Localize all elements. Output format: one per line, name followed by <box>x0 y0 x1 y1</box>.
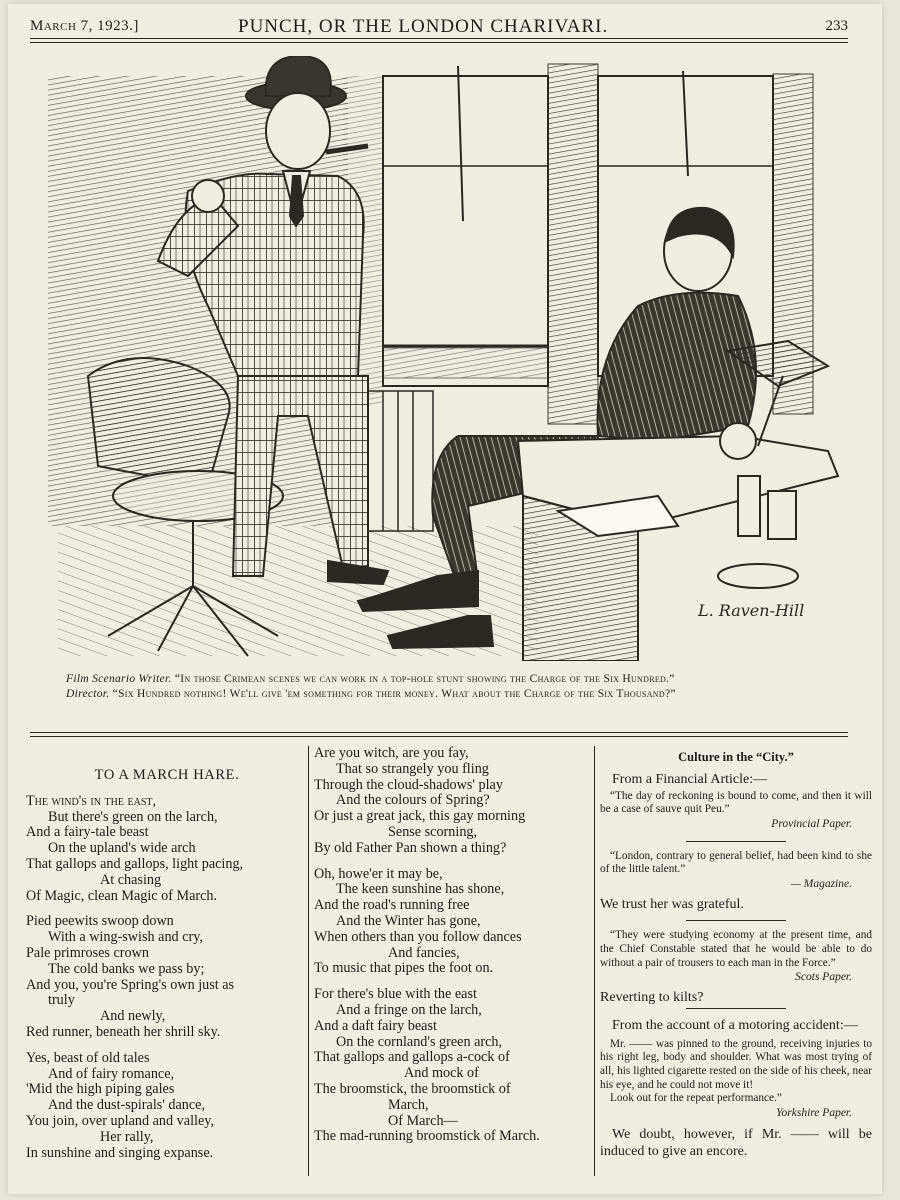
section-rule <box>30 732 848 733</box>
poem-line: Her rally, <box>100 1128 154 1145</box>
poem-line: But there's green on the larch, <box>48 808 218 825</box>
poem-line: And a fringe on the larch, <box>336 1001 482 1018</box>
poem-line: And the road's running free <box>314 897 470 914</box>
poem-line: That gallops and gallops, light pacing, <box>26 855 244 872</box>
stanza-1 <box>26 794 308 905</box>
remark-2: We trust her was grateful. <box>600 896 744 912</box>
poem-line: The wind's in the east, <box>26 792 157 809</box>
culture-title: Culture in the “City.” <box>678 750 794 764</box>
poem-line: On the cornland's green arch, <box>336 1033 503 1050</box>
caption-speaker-2: Director. <box>66 688 110 700</box>
poem-line: Yes, beast of old tales <box>26 1049 150 1066</box>
artist-signature: L. Raven-Hill <box>698 601 805 620</box>
poem-line: Of Magic, clean Magic of March. <box>26 887 218 904</box>
caption-line-2 <box>56 687 846 702</box>
poem-line: Sense scorning, <box>388 823 478 840</box>
culture-column <box>600 746 872 1164</box>
poem-line: And newly, <box>100 1008 166 1025</box>
poem-line: The mad-running broomstick of March. <box>314 1128 540 1145</box>
poem-line: The cold banks we pass by; <box>48 960 205 977</box>
culture-intro: From a Financial Article:— <box>612 771 768 787</box>
poem-line: In sunshine and singing expanse. <box>26 1144 214 1161</box>
poem-line: And fancies, <box>388 944 460 961</box>
poem-line: Are you witch, are you fay, <box>314 745 469 761</box>
poem-line: On the upland's wide arch <box>48 840 196 857</box>
remark-4: We doubt, however, if Mr. —— will be induced to give an encore. <box>600 1126 872 1159</box>
quote-3: “They were studying economy at the present time, and the Chief Constable stated that he would be able to do without a pair of trousers to each man in the Force.” <box>600 929 872 969</box>
stanza-3 <box>26 1051 308 1162</box>
source-4: Yorkshire Paper. <box>776 1106 852 1119</box>
section-rule-thin <box>30 736 848 737</box>
poem-line: You join, over upland and valley, <box>26 1112 214 1129</box>
item-divider <box>686 1008 786 1009</box>
poem-line: At chasing <box>100 871 162 888</box>
caption-text-1: “In those Crimean scenes we can work in a top-hole stunt showing the Charge of the Six Hundred.” <box>174 673 675 685</box>
poem-column-2 <box>314 746 594 1155</box>
stanza-2 <box>26 914 308 1040</box>
quote-2: “London, contrary to general belief, had been kind to she of the little talent.” <box>600 849 872 876</box>
poem-line: The keen sunshine has shone, <box>336 881 505 898</box>
poem-line: truly <box>48 992 75 1009</box>
stanza-4 <box>314 746 594 857</box>
magazine-title: PUNCH, OR THE LONDON CHARIVARI. <box>238 16 609 37</box>
quote-4b: Look out for the repeat performance.” <box>610 1092 782 1105</box>
magazine-page <box>8 4 882 1194</box>
poem-line: March, <box>388 1096 429 1113</box>
poem-line: Pale primroses crown <box>26 944 149 961</box>
poem-line: That so strangely you fling <box>336 760 489 777</box>
header-rule <box>30 38 848 39</box>
poem-line: Red runner, beneath her shrill sky. <box>26 1023 221 1040</box>
poem-line: And you, you're Spring's own just as <box>26 976 235 993</box>
poem-line: With a wing-swish and cry, <box>48 929 203 946</box>
cartoon-caption <box>56 672 846 702</box>
poem-line: And the colours of Spring? <box>336 792 490 809</box>
quote-4: Mr. —— was pinned to the ground, receiving injuries to his right leg, body and shoulder. What was most trying of all, his lighted cigarette rested on the side of his cheek, near his eye, and he could not move it! <box>600 1037 872 1091</box>
poem-line: Or just a great jack, this gay morning <box>314 808 526 825</box>
desk <box>518 436 838 661</box>
source-2: — Magazine. <box>790 877 852 890</box>
cartoon-illustration <box>38 56 850 661</box>
remark-3: Reverting to kilts? <box>600 989 704 1005</box>
intro-4: From the account of a motoring accident:— <box>612 1017 858 1033</box>
stanza-6 <box>314 987 594 1145</box>
issue-date: March 7, 1923.] <box>30 18 139 34</box>
caption-line-1 <box>56 672 846 687</box>
poem-line: And the dust-spirals' dance, <box>48 1097 206 1114</box>
poem-line: Of March— <box>388 1112 458 1129</box>
quote-1: “The day of reckoning is bound to come, and then it will be a case of sauve quit Peu.” <box>600 789 872 816</box>
poem-line: And of fairy romance, <box>48 1065 175 1082</box>
poem-line: That gallops and gallops a-cock of <box>314 1049 510 1066</box>
poem-line: By old Father Pan shown a thing? <box>314 839 507 856</box>
page-number: 233 <box>825 18 848 34</box>
poem-line: For there's blue with the east <box>314 986 477 1003</box>
poem-line: Oh, howe'er it may be, <box>314 865 443 882</box>
poem-line: And a daft fairy beast <box>314 1017 437 1034</box>
poem-line: And a fairy-tale beast <box>26 824 149 841</box>
stanza-5 <box>314 867 594 978</box>
poem-line: Pied peewits swoop down <box>26 913 174 930</box>
caption-text-2: “Six Hundred nothing! We'll give 'em something for their money. What about the Charge of the Six Thousand?” <box>112 688 676 700</box>
column-divider <box>594 746 595 1176</box>
source-1: Provincial Paper. <box>771 817 852 830</box>
poem-line: 'Mid the high piping gales <box>26 1081 175 1098</box>
poem-title: TO A MARCH HARE. <box>94 767 240 783</box>
poem-line: To music that pipes the foot on. <box>314 960 494 977</box>
poem-line: When others than you follow dances <box>314 928 522 945</box>
page-header <box>28 14 848 38</box>
poem-line: The broomstick, the broomstick of <box>314 1080 511 1097</box>
item-divider <box>686 920 786 921</box>
poem-line: Through the cloud-shadows' play <box>314 776 503 793</box>
item-divider <box>686 841 786 842</box>
header-rule-thin <box>30 42 848 43</box>
caption-speaker-1: Film Scenario Writer. <box>66 673 172 685</box>
poem-column-1 <box>26 746 308 1171</box>
poem-line: And the Winter has gone, <box>336 912 481 929</box>
poem-line: And mock of <box>404 1065 479 1082</box>
source-3: Scots Paper. <box>795 971 852 984</box>
column-divider <box>308 746 309 1176</box>
